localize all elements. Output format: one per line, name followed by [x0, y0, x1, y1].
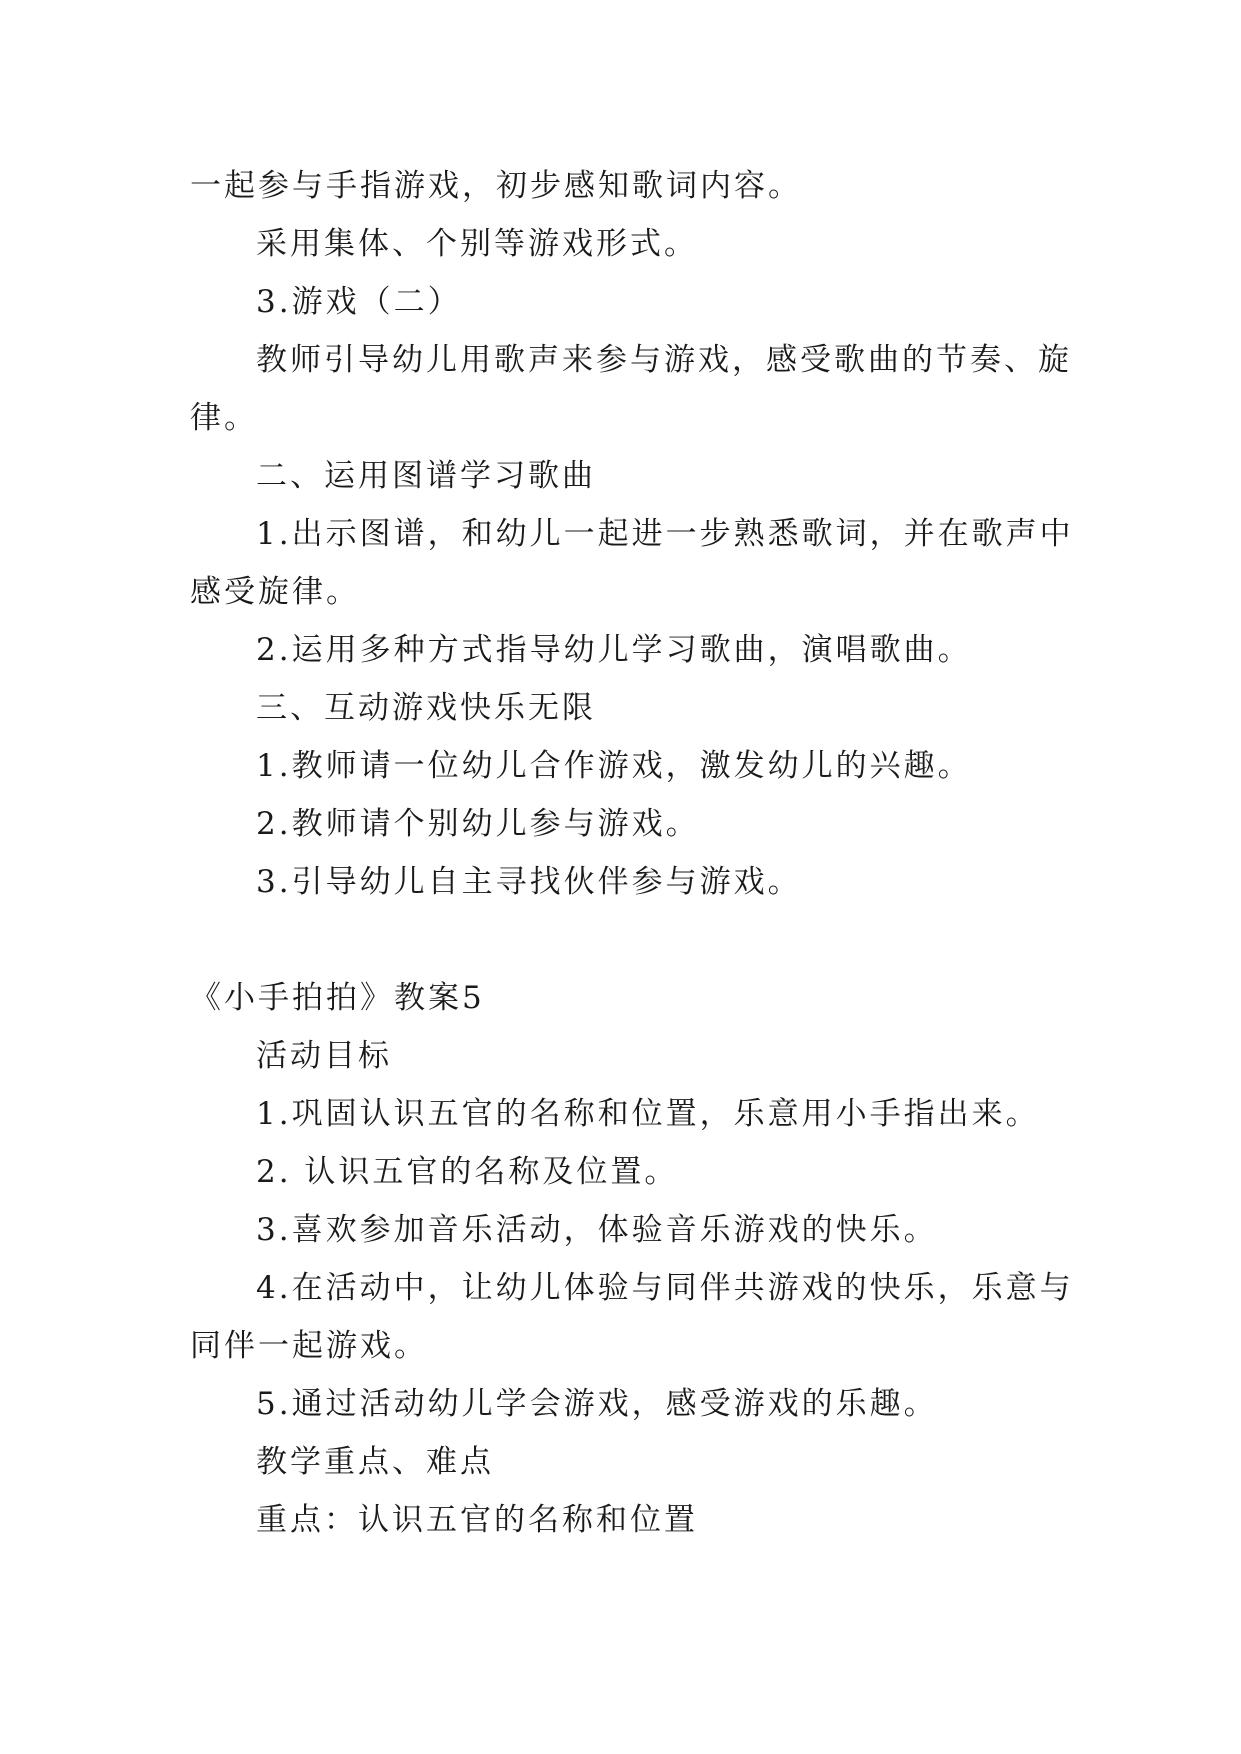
- text-line: 律。: [190, 400, 258, 436]
- section-heading: 教学重点、难点: [256, 1444, 494, 1480]
- text-line: 3.喜欢参加音乐活动，体验音乐游戏的快乐。: [256, 1212, 938, 1248]
- text-line: 1.巩固认识五官的名称和位置，乐意用小手指出来。: [256, 1096, 1040, 1132]
- text-line: 教师引导幼儿用歌声来参与游戏，感受歌曲的节奏、旋: [256, 342, 1072, 378]
- section-heading: 三、互动游戏快乐无限: [256, 690, 596, 726]
- section-heading: 3.游戏（二）: [256, 284, 462, 320]
- text-line: 2. 认识五官的名称及位置。: [256, 1154, 679, 1190]
- text-line: 2.运用多种方式指导幼儿学习歌曲，演唱歌曲。: [256, 632, 972, 668]
- section-heading: 二、运用图谱学习歌曲: [256, 458, 596, 494]
- text-line: 重点：认识五官的名称和位置: [256, 1502, 698, 1538]
- text-line: 感受旋律。: [190, 574, 360, 610]
- text-line: 采用集体、个别等游戏形式。: [256, 226, 698, 262]
- text-line: 3.引导幼儿自主寻找伙伴参与游戏。: [256, 864, 802, 900]
- text-line: 同伴一起游戏。: [190, 1328, 428, 1364]
- text-line: 1.教师请一位幼儿合作游戏，激发幼儿的兴趣。: [256, 748, 972, 784]
- text-line: 5.通过活动幼儿学会游戏，感受游戏的乐趣。: [256, 1386, 938, 1422]
- text-line: 一起参与手指游戏，初步感知歌词内容。: [190, 168, 802, 204]
- text-line: 2.教师请个别幼儿参与游戏。: [256, 806, 700, 842]
- text-line: 4.在活动中，让幼儿体验与同伴共游戏的快乐，乐意与: [256, 1270, 1074, 1306]
- section-heading: 活动目标: [256, 1038, 392, 1074]
- text-line: 1.出示图谱，和幼儿一起进一步熟悉歌词，并在歌声中: [256, 516, 1074, 552]
- document-title: 《小手拍拍》教案5: [190, 980, 485, 1016]
